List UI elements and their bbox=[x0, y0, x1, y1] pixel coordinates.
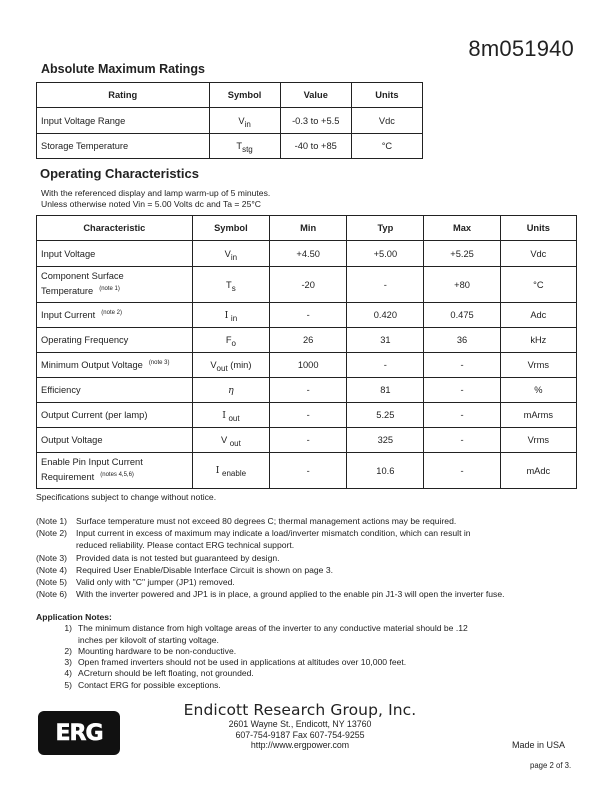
app-note-item: 1) The minimum distance from high voltage areas of the inverter to any conductive material should be .12 inches per kilovolt of starting voltage. bbox=[64, 623, 468, 645]
col-header: Units bbox=[351, 83, 422, 108]
symbol-cell: I in bbox=[192, 303, 269, 328]
min-cell: - bbox=[270, 428, 347, 453]
table-header-row bbox=[37, 216, 577, 241]
note-item: (Note 1) Surface temperature must not exceed 80 degrees C; thermal management actions may be required. bbox=[36, 516, 457, 526]
table-row bbox=[37, 134, 423, 159]
made-in-usa: Made in USA bbox=[512, 740, 566, 750]
symbol-cell: I out bbox=[192, 403, 269, 428]
units-cell: Vdc bbox=[351, 108, 422, 134]
characteristic-cell: Component Surface Temperature $^{(note 1)}$ bbox=[37, 267, 193, 303]
typ-cell: - bbox=[347, 267, 424, 303]
table-row bbox=[37, 428, 577, 453]
col-header: Characteristic bbox=[37, 216, 193, 241]
note-item: (Note 3) Provided data is not tested but guaranteed by design. bbox=[36, 552, 280, 563]
app-note-item: 4) ACreturn should be left floating, not grounded. bbox=[64, 668, 254, 679]
units-cell: mArms bbox=[500, 403, 576, 428]
col-header: Typ bbox=[347, 216, 424, 241]
note-item: (Note 6) With the inverter powered and JP1 is in place, a ground applied to the enable pin J1-3 will open the inverter fuse. bbox=[36, 589, 505, 600]
note-item: (Note 5) Valid only with "C" jumper (JP1) removed. bbox=[36, 577, 235, 588]
typ-cell: 81 bbox=[347, 378, 424, 403]
table-row bbox=[37, 241, 577, 267]
symbol-cell: Fo bbox=[192, 328, 269, 353]
table-row bbox=[37, 108, 423, 134]
max-cell: - bbox=[424, 378, 500, 403]
note-item: (Note 4) Required User Enable/Disable Interface Circuit is shown on page 3. bbox=[36, 564, 333, 575]
characteristic-cell: Operating Frequency bbox=[37, 328, 193, 353]
table-row bbox=[37, 303, 577, 328]
table-row bbox=[37, 403, 577, 428]
table-row bbox=[37, 328, 577, 353]
note-item: (Note 2) Input current in excess of maximum may indicate a load/inverter mismatch condition, which can result in reduced reliability. Please contact ERG technical support. bbox=[36, 528, 471, 551]
col-header: Symbol bbox=[209, 83, 280, 108]
company-name: Endicott Research Group, Inc. bbox=[183, 701, 417, 719]
symbol-cell: Vin bbox=[209, 108, 280, 134]
symbol-cell: V out bbox=[192, 428, 269, 453]
characteristic-cell: Input Current $^{(note 2)}$ bbox=[37, 303, 193, 328]
units-cell: °C bbox=[351, 134, 422, 159]
typ-cell: 325 bbox=[347, 428, 424, 453]
characteristic-cell: Output Current (per lamp) bbox=[37, 403, 193, 428]
characteristic-cell: Output Voltage bbox=[37, 428, 193, 453]
operating-intro bbox=[41, 188, 270, 209]
table-row bbox=[37, 267, 577, 303]
max-cell: +80 bbox=[424, 267, 500, 303]
logo-text: ERG bbox=[55, 720, 103, 746]
max-cell: - bbox=[424, 353, 500, 378]
symbol-cell: Vin bbox=[192, 241, 269, 267]
company-phone: 607-754-9187 Fax 607-754-9255 bbox=[235, 729, 365, 740]
col-header: Rating bbox=[37, 83, 210, 108]
units-cell: Adc bbox=[500, 303, 576, 328]
rating-cell: Storage Temperature bbox=[37, 134, 210, 159]
document-id: 8m051940 bbox=[468, 36, 574, 61]
typ-cell: 31 bbox=[347, 328, 424, 353]
app-note-item: 3) Open framed inverters should not be used in applications at altitudes over 10,000 feet. bbox=[64, 657, 407, 668]
max-cell: - bbox=[424, 453, 500, 489]
company-website[interactable]: http://www.ergpower.com bbox=[250, 740, 350, 750]
company-block bbox=[150, 701, 450, 751]
application-notes-title: Application Notes: bbox=[36, 612, 112, 622]
rating-cell: Input Voltage Range bbox=[37, 108, 210, 134]
typ-cell: 5.25 bbox=[347, 403, 424, 428]
intro-line: Unless otherwise noted Vin = 5.00 Volts dc and Ta = 25°C bbox=[41, 198, 262, 209]
company-address: 2601 Wayne St., Endicott, NY 13760 bbox=[228, 719, 372, 729]
units-cell: Vrms bbox=[500, 428, 576, 453]
page-number: page 2 of 3. bbox=[530, 761, 572, 770]
col-header: Max bbox=[424, 216, 500, 241]
operating-table bbox=[36, 215, 577, 489]
spec-disclaimer: Specifications subject to change without notice. bbox=[36, 492, 217, 502]
min-cell: - bbox=[270, 378, 347, 403]
value-cell: -0.3 to +5.5 bbox=[280, 108, 351, 134]
min-cell: 26 bbox=[270, 328, 347, 353]
table-row bbox=[37, 353, 577, 378]
value-cell: -40 to +85 bbox=[280, 134, 351, 159]
characteristic-cell: Minimum Output Voltage $^{(note 3)}$ bbox=[37, 353, 193, 378]
max-cell: 0.475 bbox=[424, 303, 500, 328]
table-row bbox=[37, 453, 577, 489]
max-cell: +5.25 bbox=[424, 241, 500, 267]
application-notes bbox=[36, 612, 576, 691]
abs-max-title: Absolute Maximum Ratings bbox=[41, 62, 205, 76]
notes-list bbox=[36, 515, 596, 600]
intro-line: With the referenced display and lamp warm-up of 5 minutes. bbox=[41, 188, 271, 198]
min-cell: - bbox=[270, 403, 347, 428]
typ-cell: +5.00 bbox=[347, 241, 424, 267]
col-header: Symbol bbox=[192, 216, 269, 241]
typ-cell: - bbox=[347, 353, 424, 378]
units-cell: kHz bbox=[500, 328, 576, 353]
symbol-cell: I enable bbox=[192, 453, 269, 489]
col-header: Min bbox=[270, 216, 347, 241]
units-cell: °C bbox=[500, 267, 576, 303]
characteristic-cell: Enable Pin Input Current Requirement $^{(notes 4,5,6)}$ bbox=[37, 453, 193, 489]
characteristic-cell: Efficiency bbox=[37, 378, 193, 403]
min-cell: - bbox=[270, 453, 347, 489]
min-cell: +4.50 bbox=[270, 241, 347, 267]
units-cell: Vdc bbox=[500, 241, 576, 267]
table-row bbox=[37, 378, 577, 403]
table-header-row bbox=[37, 83, 423, 108]
symbol-cell: Tstg bbox=[209, 134, 280, 159]
symbol-cell: η bbox=[192, 378, 269, 403]
typ-cell: 10.6 bbox=[347, 453, 424, 489]
characteristic-cell: Input Voltage bbox=[37, 241, 193, 267]
col-header: Units bbox=[500, 216, 576, 241]
min-cell: -20 bbox=[270, 267, 347, 303]
units-cell: Vrms bbox=[500, 353, 576, 378]
symbol-cell: Vout (min) bbox=[192, 353, 269, 378]
max-cell: - bbox=[424, 403, 500, 428]
erg-logo bbox=[38, 711, 120, 755]
operating-title: Operating Characteristics bbox=[40, 166, 199, 181]
col-header: Value bbox=[280, 83, 351, 108]
max-cell: 36 bbox=[424, 328, 500, 353]
app-note-item: 2) Mounting hardware to be non-conductive. bbox=[64, 645, 237, 656]
units-cell: mAdc bbox=[500, 453, 576, 489]
typ-cell: 0.420 bbox=[347, 303, 424, 328]
min-cell: - bbox=[270, 303, 347, 328]
app-note-item: 5) Contact ERG for possible exceptions. bbox=[64, 679, 221, 690]
abs-max-table bbox=[36, 82, 423, 159]
min-cell: 1000 bbox=[270, 353, 347, 378]
units-cell: % bbox=[500, 378, 576, 403]
symbol-cell: Ts bbox=[192, 267, 269, 303]
max-cell: - bbox=[424, 428, 500, 453]
